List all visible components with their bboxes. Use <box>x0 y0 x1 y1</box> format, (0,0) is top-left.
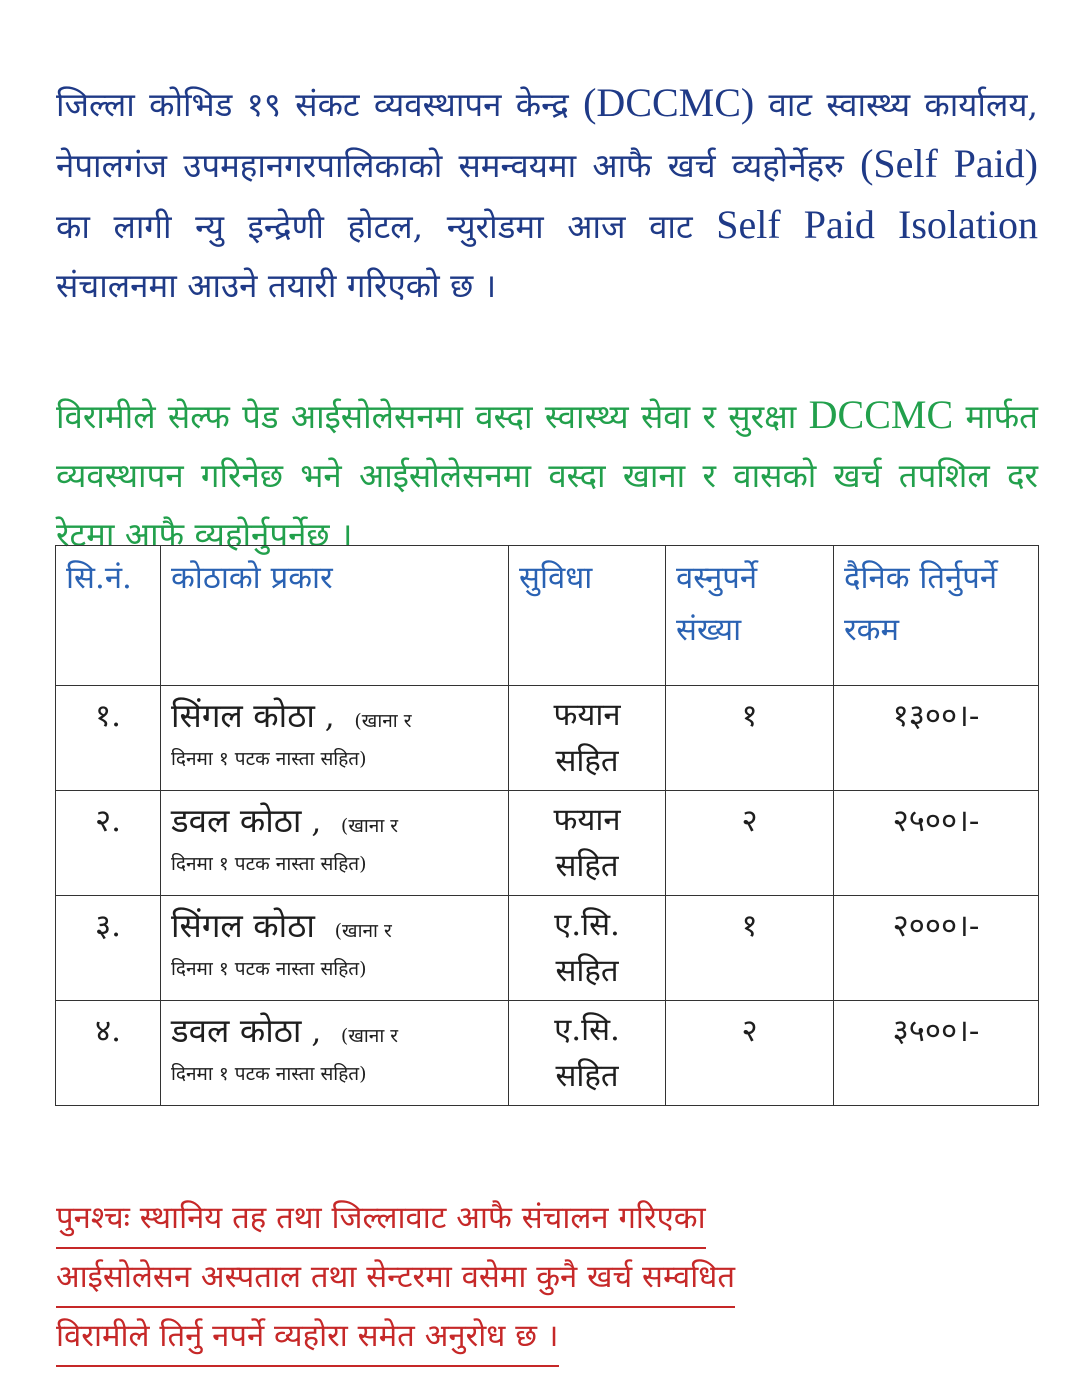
cell-room-type <box>161 1001 509 1106</box>
header-sn: सि.नं. <box>56 546 161 686</box>
facility-type: फयान <box>553 802 621 838</box>
room-note-1: (खाना र <box>340 1025 399 1047</box>
intro-paragraph <box>56 73 1038 315</box>
cell-sn: १. <box>56 686 161 791</box>
postscript-line-3: विरामीले तिर्नु नपर्ने व्यहोरा समेत अनुरोध छ । <box>56 1308 559 1367</box>
facility-suffix: सहित <box>555 953 619 989</box>
table-header-row <box>56 546 1039 686</box>
postscript-line-1: पुनश्चः स्थानिय तह तथा जिल्लावाट आफै संचालन गरिएका <box>56 1190 706 1249</box>
cell-occupants: १ <box>666 686 834 791</box>
intro-self-paid-isolation: Self Paid Isolation <box>716 202 1038 247</box>
room-name: डवल कोठा <box>171 1011 302 1050</box>
facility-type: ए.सि. <box>554 907 620 943</box>
room-note-1: (खाना र <box>354 710 412 732</box>
header-room-type: कोठाको प्रकार <box>161 546 509 686</box>
cell-room-type <box>161 791 509 896</box>
table-row <box>56 686 1039 791</box>
facility-suffix: सहित <box>555 743 619 779</box>
room-name: सिंगल कोठा <box>171 906 315 945</box>
table-row <box>56 1001 1039 1106</box>
cell-sn: २. <box>56 791 161 896</box>
cell-sn: ३. <box>56 896 161 1001</box>
facility-suffix: सहित <box>555 848 619 884</box>
room-note-2: दिनमा १ पटक नास्ता सहित) <box>171 853 367 875</box>
facility-type: ए.सि. <box>554 1012 620 1048</box>
cell-facility <box>509 791 666 896</box>
intro-text-2: वाट स्वास्थ्य कार्यालय, नेपालगंज उपमहानगरपालिकाको समन्वयमा आफै खर्च व्यहोर्नेहरु <box>56 85 1038 185</box>
notice-paragraph <box>56 385 1038 564</box>
room-note-1: (खाना र <box>334 920 392 942</box>
cell-room-type <box>161 896 509 1001</box>
room-sep: , <box>301 804 322 840</box>
cell-sn: ४. <box>56 1001 161 1106</box>
intro-dccmc: (DCCMC) <box>583 80 755 125</box>
postscript-line-2: आईसोलेसन अस्पताल तथा सेन्टरमा वसेमा कुनै खर्च सम्वधित <box>56 1249 735 1308</box>
cell-room-type <box>161 686 509 791</box>
facility-type: फयान <box>553 697 621 733</box>
table-row <box>56 896 1039 1001</box>
cell-facility <box>509 686 666 791</box>
intro-self-paid: (Self Paid) <box>860 141 1039 186</box>
facility-suffix: सहित <box>555 1058 619 1094</box>
header-facility: सुविधा <box>509 546 666 686</box>
room-note-2: दिनमा १ पटक नास्ता सहित) <box>171 1063 367 1085</box>
room-name: सिंगल कोठा <box>171 696 315 735</box>
intro-text-3: का लागी न्यु इन्द्रेणी होटल, न्युरोडमा आज वाट <box>56 207 717 246</box>
room-sep: , <box>314 699 335 735</box>
room-note-2: दिनमा १ पटक नास्ता सहित) <box>171 748 367 770</box>
cell-occupants: २ <box>666 791 834 896</box>
cell-amount: १३००।- <box>834 686 1039 791</box>
postscript <box>56 1190 1036 1367</box>
intro-text-1: जिल्ला कोभिड १९ संकट व्यवस्थापन केन्द्र <box>56 85 584 124</box>
cell-amount: २०००।- <box>834 896 1039 1001</box>
cell-occupants: १ <box>666 896 834 1001</box>
cell-amount: २५००।- <box>834 791 1039 896</box>
room-note-2: दिनमा १ पटक नास्ता सहित) <box>171 958 367 980</box>
notice-text-1: विरामीले सेल्फ पेड आईसोलेसनमा वस्दा स्वास्थ्य सेवा र सुरक्षा <box>56 397 809 436</box>
room-name: डवल कोठा <box>171 801 302 840</box>
cell-facility <box>509 896 666 1001</box>
table-row <box>56 791 1039 896</box>
room-sep: , <box>301 1014 322 1050</box>
rate-table <box>55 545 1039 1106</box>
header-occupants: वस्नुपर्ने संख्या <box>666 546 834 686</box>
cell-amount: ३५००।- <box>834 1001 1039 1106</box>
header-daily-amount: दैनिक तिर्नुपर्ने रकम <box>834 546 1039 686</box>
cell-occupants: २ <box>666 1001 834 1106</box>
cell-facility <box>509 1001 666 1106</box>
room-note-1: (खाना र <box>340 815 399 837</box>
intro-text-4: संचालनमा आउने तयारी गरिएको छ । <box>56 266 497 305</box>
notice-text-2: मार्फत व्यवस्थापन गरिनेछ भने आईसोलेसनमा वस्दा खाना र वासको खर्च तपशिल दर रेटमा आफै व्यहोर्नुपर्नेछ । <box>56 397 1038 554</box>
notice-dccmc: DCCMC <box>808 392 954 437</box>
